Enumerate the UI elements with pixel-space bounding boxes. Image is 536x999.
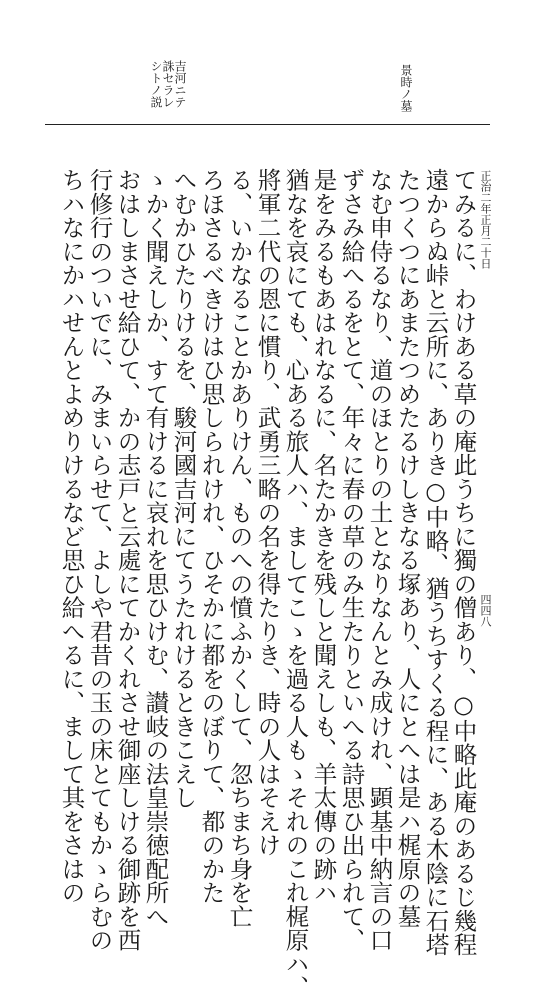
body-column-12: ゝかく聞えしか、すて有けるに哀れを思ひけむ、讃岐の法皇崇徳配所へ (141, 168, 170, 928)
left-note-line-1: 吉河ニテ (173, 60, 187, 108)
page-number: 四四八 (479, 594, 492, 627)
body-column-14: 行修行のついでに、みまいらせて、よしや君昔の玉の床とてもかゝらむの (85, 168, 114, 952)
body-column-11: へむかひたりけるを、駿河國吉河にてうたれけるときこえし (169, 168, 198, 810)
body-column-15: ちハなにかハせんとよめりけるなど思ひ給へるに、まして其をさはの (57, 168, 86, 905)
left-note-line-2: 誅セラレ (161, 60, 175, 108)
body-column-5: ずさみ給へるをとて、年々に春の草のみ生たりといへる詩思ひ出られて、 (337, 168, 366, 952)
body-column-9: る、いかなることかありけん、ものへの憤ふかくして、忽ちまち身を亡 (225, 168, 254, 928)
body-column-7: 猶なを哀にても、心ある旅人ハ、ましてこゝを過る人もゝそれのこれ梶原ハ、 (281, 168, 310, 999)
body-column-4: なむ申侍るなり、道のほとりの土となりなんとみ成けれ、顕基中納言の口 (365, 168, 394, 952)
body-column-10: ろほさるべきけはひ思しられけれ、ひそかに都をのぼりて、都のかた (197, 168, 226, 905)
date-heading: 正治二年正月二十日 (479, 170, 492, 269)
body-column-3: たつくつにあまたつめたるけしきなる塚あり、人にとへは是ハ梶原の墓 (393, 168, 422, 928)
running-head-center-note: 景時ノ墓 (399, 64, 413, 112)
body-column-2: 遠からぬ峠と云所に、ありき○中略、猶うちすくる程に、ある木陰に石塔 (421, 168, 450, 957)
body-column-8: 將軍二代の恩に慣り、武勇三略の名を得たりき、時の人はそえけ (253, 168, 282, 857)
left-note-line-3: シトノ説 (149, 60, 163, 108)
body-column-1: てみるに、わけある草の庵此うちに獨の僧あり、○中略此庵のあるじ幾程 (449, 168, 478, 957)
body-column-13: おはしまさせ給ひて、かの志戸と云處にてかくれさせ御座しける御跡を西 (113, 168, 142, 952)
body-column-6: 是をみるもあはれなるに、名たかきを残しと聞えしも、羊太傳の跡ハ (309, 168, 338, 905)
header-rule (45, 124, 490, 125)
